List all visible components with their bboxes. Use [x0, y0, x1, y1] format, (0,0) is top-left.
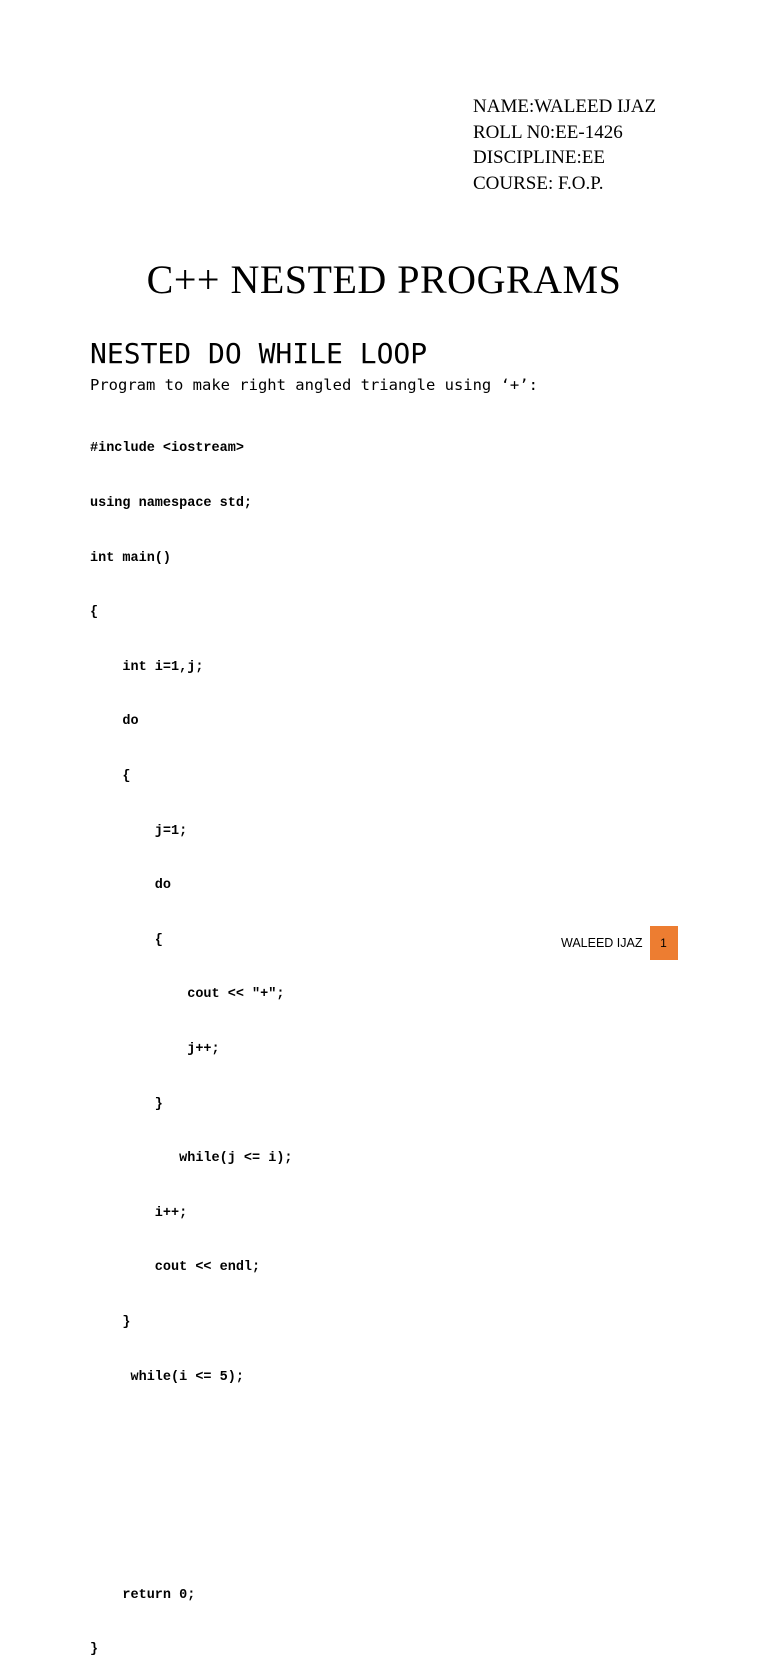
- code-line: [90, 1532, 293, 1550]
- code-line: j=1;: [90, 823, 188, 839]
- code-line: }: [90, 1314, 131, 1330]
- code-line: cout << endl;: [90, 1260, 261, 1276]
- code-line: using namespace std;: [90, 496, 253, 511]
- program-description: Program to make right angled triangle using ‘+’:: [90, 376, 538, 394]
- code-line: #include <iostream>: [90, 441, 244, 457]
- code-line: {: [90, 605, 99, 621]
- code-line: while(i <= 5);: [90, 1369, 244, 1385]
- code-line: int main(): [90, 550, 172, 566]
- page-number-badge: 1: [650, 926, 678, 960]
- discipline: DISCIPLINE:EE: [473, 147, 605, 168]
- code-line: j++;: [90, 1041, 220, 1057]
- code-line: do: [90, 714, 139, 730]
- page-title: C++ NESTED PROGRAMS: [146, 257, 622, 302]
- code-line: [90, 1423, 293, 1441]
- student-name: NAME:WALEED IJAZ: [473, 96, 657, 117]
- code-line: do: [90, 878, 172, 894]
- code-line: int i=1,j;: [90, 659, 204, 675]
- code-line: }: [90, 1096, 163, 1112]
- code-line: i++;: [90, 1205, 188, 1221]
- student-info: [473, 94, 656, 196]
- page-footer: [540, 926, 678, 960]
- code-line: while(j <= i);: [90, 1151, 293, 1167]
- roll-number: ROLL N0:EE-1426: [473, 121, 623, 143]
- course: COURSE: F.O.P.: [473, 172, 604, 194]
- code-line: }: [90, 1642, 99, 1658]
- code-line: {: [90, 768, 131, 784]
- footer-author: WALEED IJAZ: [561, 936, 643, 950]
- code-listing: [90, 404, 293, 1678]
- code-line: [90, 1478, 293, 1496]
- code-line: {: [90, 932, 163, 948]
- code-line: cout << "+";: [90, 987, 285, 1003]
- section-heading: NESTED DO WHILE LOOP: [90, 337, 428, 370]
- code-line: return 0;: [90, 1587, 196, 1603]
